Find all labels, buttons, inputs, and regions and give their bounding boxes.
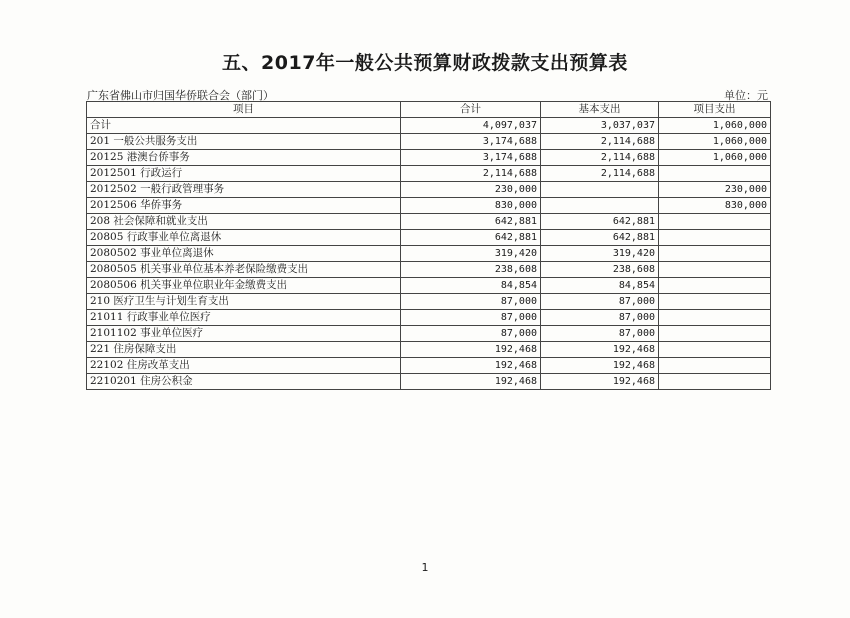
row-basic: 87,000: [541, 326, 659, 342]
row-project: 1,060,000: [659, 150, 771, 166]
budget-table: [86, 101, 771, 390]
row-item: 2012506 华侨事务: [87, 198, 401, 214]
row-project: [659, 326, 771, 342]
header-item: 项目: [87, 102, 401, 118]
row-basic: [541, 198, 659, 214]
table-row: [87, 182, 771, 198]
row-total: 642,881: [401, 230, 541, 246]
row-project: [659, 358, 771, 374]
header-total: 合计: [401, 102, 541, 118]
table-row: [87, 150, 771, 166]
row-basic: 2,114,688: [541, 150, 659, 166]
row-item: 2080502 事业单位离退休: [87, 246, 401, 262]
row-item: 合计: [87, 118, 401, 134]
row-project: 1,060,000: [659, 118, 771, 134]
table-row: [87, 118, 771, 134]
row-project: 230,000: [659, 182, 771, 198]
table-header-row: [87, 102, 771, 118]
table-row: [87, 326, 771, 342]
row-project: [659, 214, 771, 230]
row-total: 230,000: [401, 182, 541, 198]
table-row: [87, 246, 771, 262]
row-basic: [541, 182, 659, 198]
row-item: 20805 行政事业单位离退休: [87, 230, 401, 246]
row-total: 84,854: [401, 278, 541, 294]
row-project: [659, 342, 771, 358]
row-item: 208 社会保障和就业支出: [87, 214, 401, 230]
row-basic: 2,114,688: [541, 134, 659, 150]
row-total: 87,000: [401, 326, 541, 342]
row-item: 2101102 事业单位医疗: [87, 326, 401, 342]
row-item: 22102 住房改革支出: [87, 358, 401, 374]
table-row: [87, 278, 771, 294]
page-number: 1: [421, 561, 429, 574]
row-total: 192,468: [401, 358, 541, 374]
row-basic: 192,468: [541, 374, 659, 390]
table-row: [87, 214, 771, 230]
row-item: 20125 港澳台侨事务: [87, 150, 401, 166]
row-item: 2080505 机关事业单位基本养老保险缴费支出: [87, 262, 401, 278]
row-total: 87,000: [401, 294, 541, 310]
row-item: 2012502 一般行政管理事务: [87, 182, 401, 198]
row-project: 830,000: [659, 198, 771, 214]
table-row: [87, 134, 771, 150]
table-row: [87, 342, 771, 358]
table-row: [87, 310, 771, 326]
row-item: 201 一般公共服务支出: [87, 134, 401, 150]
row-basic: 2,114,688: [541, 166, 659, 182]
header-basic: 基本支出: [541, 102, 659, 118]
table-row: [87, 374, 771, 390]
header-project: 项目支出: [659, 102, 771, 118]
row-project: [659, 166, 771, 182]
row-project: [659, 278, 771, 294]
table-row: [87, 198, 771, 214]
row-project: [659, 262, 771, 278]
row-project: [659, 230, 771, 246]
row-total: 319,420: [401, 246, 541, 262]
row-item: 2210201 住房公积金: [87, 374, 401, 390]
currency-unit: 单位：元: [724, 89, 768, 102]
row-total: 192,468: [401, 342, 541, 358]
table-row: [87, 358, 771, 374]
row-basic: 319,420: [541, 246, 659, 262]
row-basic: 87,000: [541, 294, 659, 310]
row-item: 221 住房保障支出: [87, 342, 401, 358]
table-row: [87, 166, 771, 182]
row-item: 2012501 行政运行: [87, 166, 401, 182]
row-project: [659, 294, 771, 310]
row-item: 2080506 机关事业单位职业年金缴费支出: [87, 278, 401, 294]
row-basic: 84,854: [541, 278, 659, 294]
row-basic: 87,000: [541, 310, 659, 326]
row-basic: 192,468: [541, 358, 659, 374]
row-item: 21011 行政事业单位医疗: [87, 310, 401, 326]
table-row: [87, 262, 771, 278]
row-total: 4,097,037: [401, 118, 541, 134]
row-total: 3,174,688: [401, 150, 541, 166]
row-total: 87,000: [401, 310, 541, 326]
table-row: [87, 230, 771, 246]
row-total: 238,608: [401, 262, 541, 278]
row-basic: 192,468: [541, 342, 659, 358]
row-project: [659, 246, 771, 262]
row-basic: 642,881: [541, 214, 659, 230]
row-total: 830,000: [401, 198, 541, 214]
table-row: [87, 294, 771, 310]
row-project: [659, 374, 771, 390]
row-project: [659, 310, 771, 326]
row-total: 642,881: [401, 214, 541, 230]
row-total: 192,468: [401, 374, 541, 390]
row-basic: 238,608: [541, 262, 659, 278]
department-name: 广东省佛山市归国华侨联合会（部门）: [87, 89, 274, 102]
row-total: 2,114,688: [401, 166, 541, 182]
row-basic: 3,037,037: [541, 118, 659, 134]
row-total: 3,174,688: [401, 134, 541, 150]
page-title: 五、2017年一般公共预算财政拨款支出预算表: [222, 52, 628, 74]
row-item: 210 医疗卫生与计划生育支出: [87, 294, 401, 310]
row-basic: 642,881: [541, 230, 659, 246]
row-project: 1,060,000: [659, 134, 771, 150]
